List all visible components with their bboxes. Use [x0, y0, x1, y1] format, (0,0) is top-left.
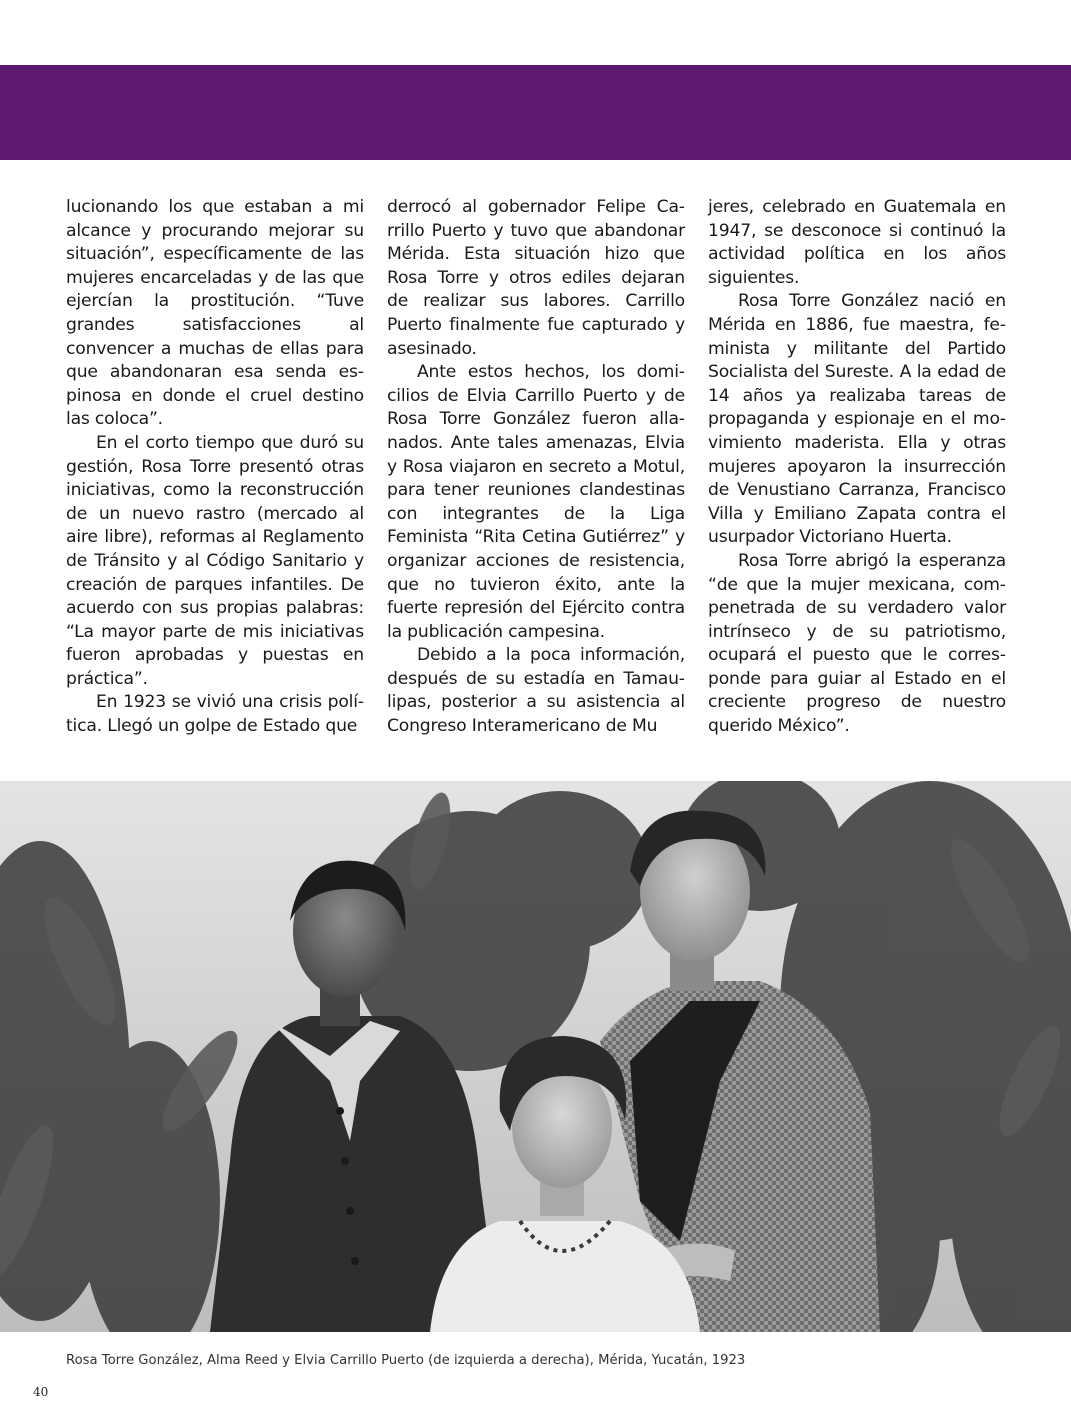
photo-caption: Rosa Torre González, Alma Reed y Elvia Carrillo Puerto (de izquierda a derecha), Mérida, Yucatán, 1923 — [66, 1353, 746, 1368]
article-column-3 — [708, 196, 1006, 739]
header-banner — [0, 65, 1071, 160]
article-column-1 — [66, 196, 364, 739]
paragraph: Ante estos hechos, los domicilios de Elvia Carrillo Puerto y de Rosa Torre González fueron allanados. Ante tales amenazas, Elvia y Rosa viajaron en secreto a Motul, para tener reuniones clandestinas con integrantes de la Liga Feminista “Rita Cetina Gutiérrez” y organizar acciones de resistencia, que no tuvieron éxito, ante la fuerte represión del Ejército contra la publicación campesina. — [387, 362, 685, 642]
paragraph: En 1923 se vivió una crisis política. Llegó un golpe de Estado que — [66, 692, 364, 737]
paragraph: Rosa Torre González nació en Mérida en 1886, fue maestra, feminista y militante del Partido Socialista del Sureste. A la edad de 14 años ya realizaba tareas de propaganda y espionaje en el movimiento maderista. Ella y otras mujeres apoyaron la insurrección de Venustiano Carranza, Francisco Villa y Emiliano Zapata contra el usurpador Victoriano Huerta. — [708, 291, 1006, 548]
paragraph: Rosa Torre abrigó la esperanza “de que la mujer mexicana, compenetrada de su verdadero valor intrínseco y de su patriotismo, ocupará el puesto que le corresponde para guiar al Estado en el creciente progreso de nuestro querido México”. — [708, 550, 1006, 737]
paragraph: lucionando los que estaban a mi alcance y procurando mejorar su situación”, específicamente de las mujeres encarceladas y de las que ejercían la prostitución. “Tuve grandes satisfacciones al convencer a muchas de ellas para que abandonaran esa senda espinosa en donde el cruel destino las coloca”. — [66, 197, 364, 430]
paragraph: En el corto tiempo que duró su gestión, Rosa Torre presentó otras iniciativas, como la reconstrucción de un nuevo rastro (mercado al aire libre), reformas al Reglamento de Tránsito y al Código Sanitario y creación de parques infantiles. De acuerdo con sus propias palabras: “La mayor parte de mis iniciativas fueron aprobadas y puestas en práctica”. — [66, 432, 364, 689]
historical-photo — [0, 781, 1071, 1332]
paragraph: derrocó al gobernador Felipe Carrillo Puerto y tuvo que abandonar Mérida. Esta situación hizo que Rosa Torre y otros ediles dejaran de realizar sus labores. Carrillo Puerto finalmente fue capturado y asesinado. — [387, 197, 685, 359]
paragraph: jeres, celebrado en Guatemala en 1947, se desconoce si continuó la actividad política en los años siguientes. — [708, 197, 1006, 288]
article-column-2 — [387, 196, 685, 739]
page-number: 40 — [33, 1385, 49, 1399]
paragraph: Debido a la poca información, después de su estadía en Tamaulipas, posterior a su asistencia al Congreso Interamericano de Mu — [387, 645, 685, 737]
